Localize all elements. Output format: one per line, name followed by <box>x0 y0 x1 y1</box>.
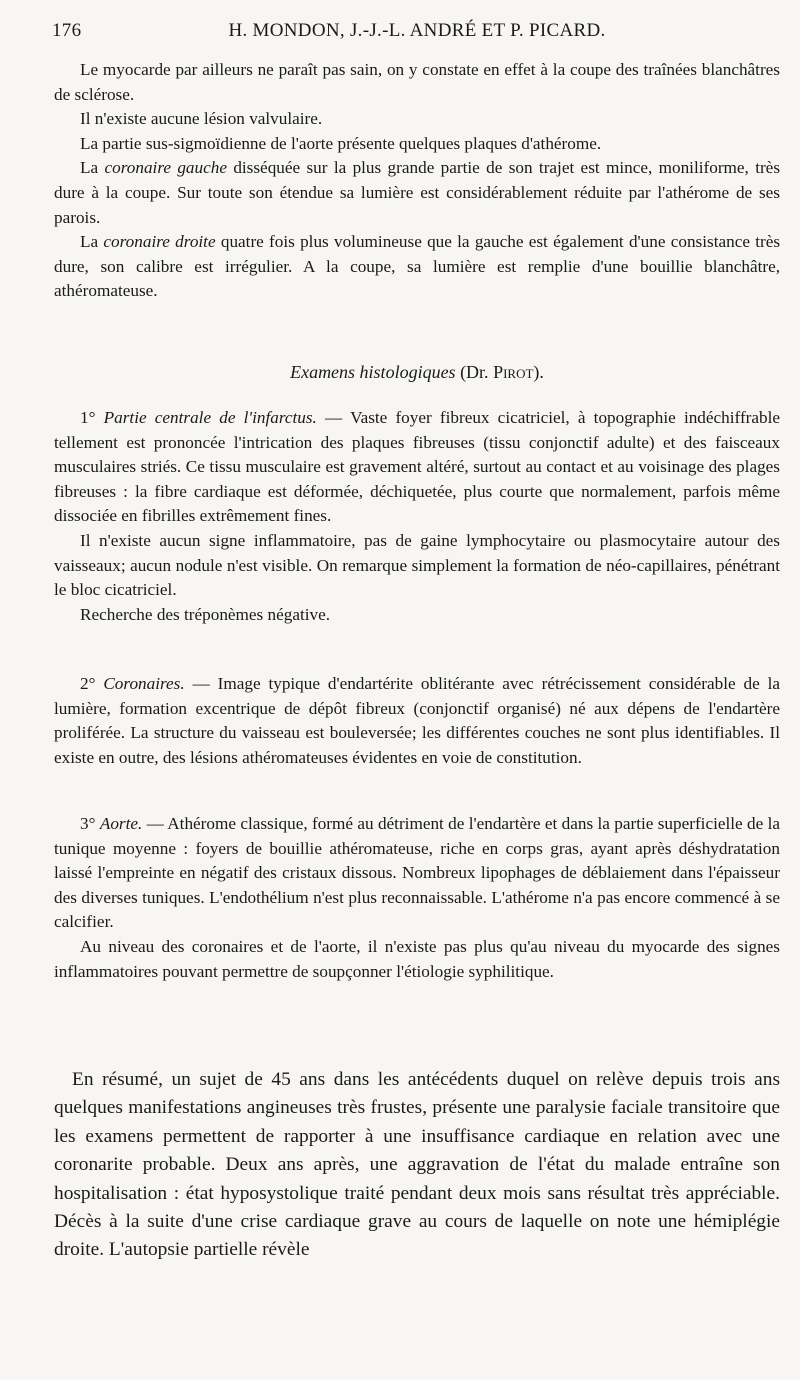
coronaire-gauche-paragraph: La coronaire gauche disséquée sur la plus grande partie de son trajet est mince, moniliforme, très dure à la coupe. Sur toute son étendue sa lumière est considérablement réduite par l'athérome de ses parois. <box>54 158 781 227</box>
item-1-paragraph: 1° Partie centrale de l'infarctus. — Vaste foyer fibreux cicatriciel, à topographie indéchiffrable tellement est prononcée l'intrication des plaques fibreuses (tissu conjonctif adulte) et des faisceaux musculaires striés. Ce tissu musculaire est gravement altéré, surtout au contact et au voisinage des plages fibreuses : la fibre cardiaque est déformée, déchiquetée, plus courte que normalement, parfois même dissociée en fibrilles extrêmement fines. <box>54 408 781 526</box>
item-2-paragraph: 2° Coronaires. — Image typique d'endartérite oblitérante avec rétrécissement considérable de la lumière, formation excentrique de dépôt fibreux (conjonctif organisé) né aux dépens de l'endartère proliférée. La structure du vaisseau est bouleversée; les différentes couches ne sont plus identifiables. Il existe en outre, des lésions athéromateuses évidentes en voie de constitution. <box>54 674 780 767</box>
page-number: 176 <box>52 20 82 41</box>
item-1-title: Partie centrale de l'infarctus. <box>103 408 317 427</box>
item-3 <box>54 812 780 984</box>
aorte-paragraph: La partie sus-sigmoïdienne de l'aorte présente quelques plaques d'athérome. <box>80 133 602 153</box>
section-heading: Examens histologiques (Dr. Pirot). <box>290 362 544 382</box>
summary-section <box>54 1066 780 1265</box>
author-name: Pirot <box>493 362 534 382</box>
item-3-paragraph-2: Au niveau des coronaires et de l'aorte, il n'existe pas plus qu'au niveau du myocarde des signes inflammatoires pouvant permettre de soupçonner l'étiologie syphilitique. <box>54 936 780 981</box>
coronaire-droite-term: coronaire droite <box>103 232 216 252</box>
item-1-paragraph-2: Il n'existe aucun signe inflammatoire, pas de gaine lymphocytaire ou plasmocytaire autour des vaisseaux; aucun nodule n'est visible. On remarque simplement la formation de néo-capillaires, pénétrant le bloc cicatriciel. <box>54 530 780 600</box>
item-1 <box>54 406 780 627</box>
running-title: H. MONDON, J.-J.-L. ANDRÉ ET P. PICARD. <box>228 20 606 41</box>
valvulaire-paragraph: Il n'existe aucune lésion valvulaire. <box>80 109 323 129</box>
item-3-title: Aorte. <box>99 814 143 833</box>
item-1-paragraph-3: Recherche des tréponèmes négative. <box>80 604 331 624</box>
myocarde-paragraph: Le myocarde par ailleurs ne paraît pas sain, on y constate en effet à la coupe des traînées blanchâtres de sclérose. <box>54 60 780 104</box>
coronaire-gauche-term: coronaire gauche <box>104 158 227 178</box>
item-2-title: Coronaires. <box>103 674 185 693</box>
coronaire-droite-paragraph: La coronaire droite quatre fois plus volumineuse que la gauche est également d'une consistance très dure, son calibre est irrégulier. A la coupe, sa lumière est remplie d'une bouillie blanchâtre, athéromateuse. <box>54 232 781 301</box>
item-2 <box>54 672 780 770</box>
summary-paragraph: En résumé, un sujet de 45 ans dans les antécédents duquel on relève depuis trois ans quelques manifestations angineuses très frustes, présente une paralysie faciale transitoire que les examens permettent de rapporter à une insuffisance cardiaque en relation avec une coronarite probable. Deux ans après, une aggravation de l'état du malade entraîne son hospitalisation : état hyposystolique traité pendant deux mois sans résultat très appréciable. Décès à la suite d'une crise cardiaque grave au cours de laquelle on note une hémiplégie droite. L'autopsie partielle révèle <box>54 1069 780 1261</box>
autopsy-section <box>54 58 780 304</box>
item-3-paragraph: 3° Aorte. — Athérome classique, formé au détriment de l'endartère et dans la partie superficielle de la tunique moyenne : foyers de bouillie athéromateuse, riche en corps gras, ayant après déshydratation laissé l'empreinte en négatif des cristaux dissous. Nombreux lipophages de déblaiement dans l'épaisseur des diverses tuniques. L'endothélium n'est plus reconnaissable. L'athérome n'a pas encore commencé à se calcifier. <box>54 814 781 932</box>
